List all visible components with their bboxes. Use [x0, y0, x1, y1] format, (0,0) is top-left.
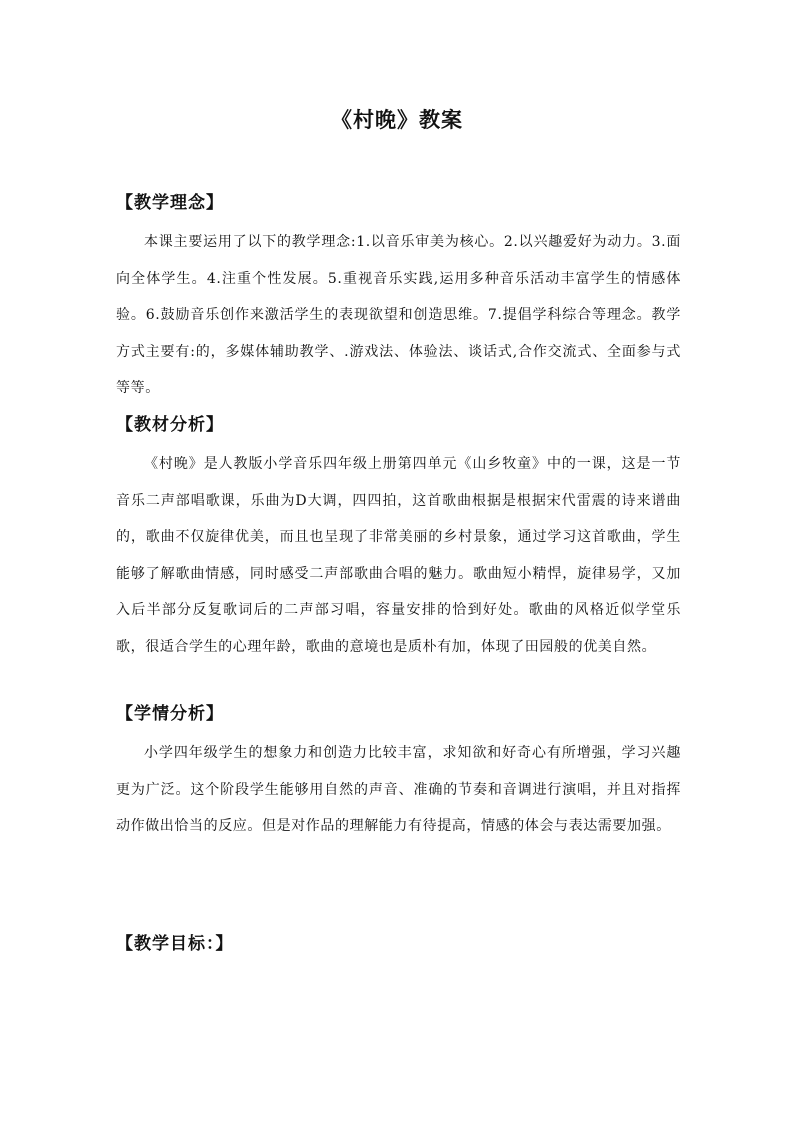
section-heading-teaching-objectives: 【教学目标：】 — [116, 934, 234, 954]
section-body-student-analysis: 小学四年级学生的想象力和创造力比较丰富，求知欲和好奇心有所增强，学习兴趣更为广泛。这个阶段学生能够用自然的声音、准确的节奏和音调进行演唱，并且对指挥动作做出恰当的反应。但是对作品的理解能力有待提高，情感的体会与表达需要加强。 — [116, 745, 681, 834]
section-heading-teaching-philosophy: 【教学理念】 — [116, 193, 224, 213]
section-body-material-analysis: 《村晚》是人教版小学音乐四年级上册第四单元《山乡牧童》中的一课，这是一节音乐二声部唱歌课，乐曲为D大调，四四拍，这首歌曲根据是根据宋代雷震的诗来谱曲的，歌曲不仅旋律优美，而且也呈现了非常美丽的乡村景象，通过学习这首歌曲，学生能够了解歌曲情感，同时感受二声部歌曲合唱的魅力。歌曲短小精悍，旋律易学，又加入后半部分反复歌词后的二声部习唱，容量安排的恰到好处。歌曲的风格近似学堂乐歌，很适合学生的心理年龄，歌曲的意境也是质朴有加，体现了田园般的优美自然。 — [116, 456, 681, 655]
section-heading-material-analysis: 【教材分析】 — [116, 415, 224, 435]
section-body-teaching-philosophy: 本课主要运用了以下的教学理念:1.以音乐审美为核心。2.以兴趣爱好为动力。3.面向全体学生。4.注重个性发展。5.重视音乐实践,运用多种音乐活动丰富学生的情感体验。6.鼓励音乐创作来激活学生的表现欲望和创造思维。7.提倡学科综合等理念。教学方式主要有:的，多媒体辅助教学、.游戏法、体验法、谈话式,合作交流式、全面参与式等等。 — [116, 234, 681, 396]
page-title: 《村晚》教案 — [331, 107, 463, 132]
section-heading-student-analysis: 【学情分析】 — [116, 704, 224, 724]
